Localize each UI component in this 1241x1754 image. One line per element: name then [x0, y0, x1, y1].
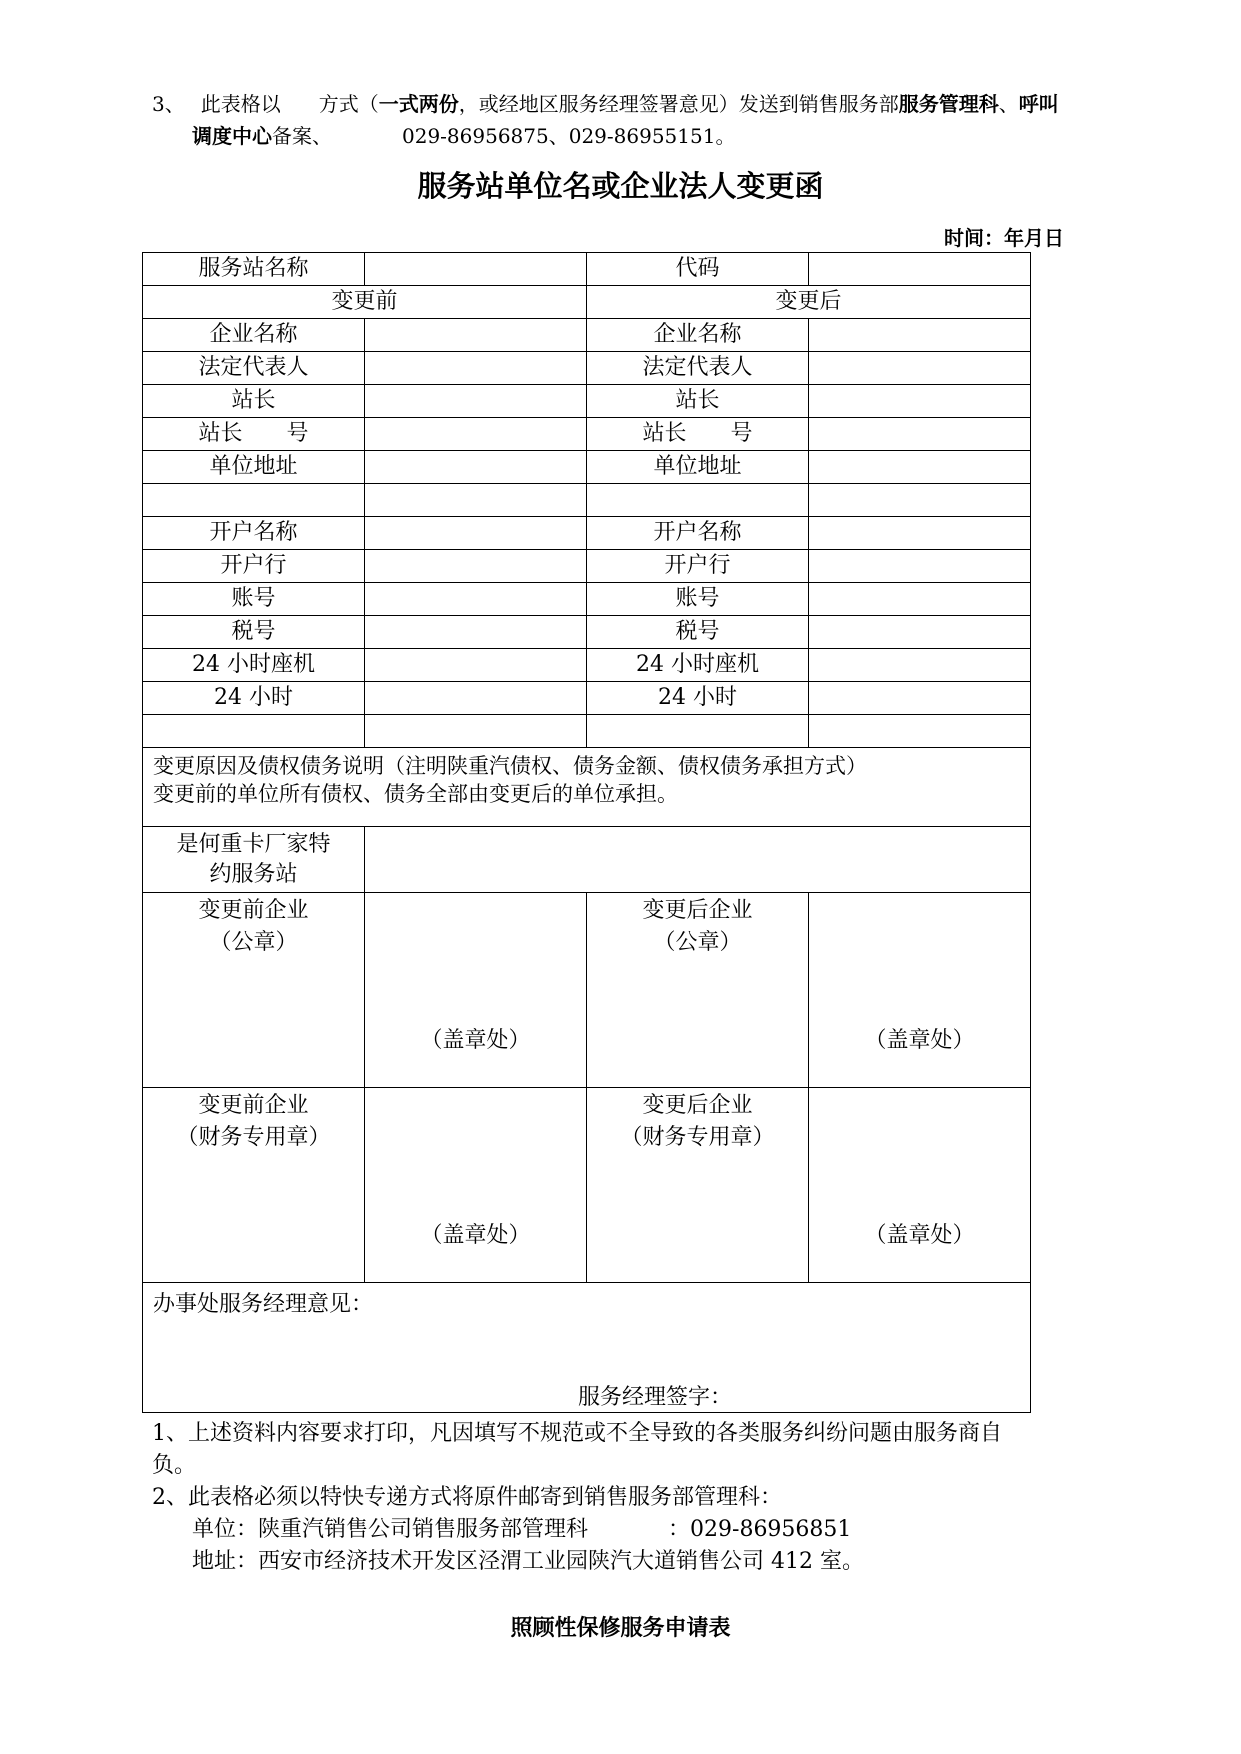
after-field-value[interactable] — [809, 517, 1031, 550]
table-row — [143, 385, 1031, 418]
reason-row — [143, 748, 1031, 827]
after-field-label: 税号 — [587, 616, 809, 649]
unit-text: 单位：陕重汽销售公司销售服务部管理科 — [192, 1517, 589, 1542]
note-bold-text: 服务管理科 — [898, 92, 999, 116]
station-name-field[interactable] — [365, 253, 587, 286]
table-row — [143, 286, 1031, 319]
table-row — [143, 682, 1031, 715]
unit-phone: ：029-86956851 — [668, 1517, 852, 1542]
table-row-blank — [143, 715, 1031, 748]
opinion-label: 办事处服务经理意见： — [153, 1292, 374, 1317]
next-form-title: 照顾性保修服务申请表 — [510, 1616, 731, 1641]
after-field-value[interactable] — [809, 616, 1031, 649]
footer-note-1-cont: 负。 — [152, 1453, 197, 1478]
before-field-label: 站长 — [143, 385, 365, 418]
after-field-label: 站长 号 — [587, 418, 809, 451]
after-field-label: 24 小时 — [587, 682, 809, 715]
table-row — [143, 418, 1031, 451]
blank-cell[interactable] — [143, 484, 365, 517]
before-field-label: 24 小时 — [143, 682, 365, 715]
before-field-label: 税号 — [143, 616, 365, 649]
manager-opinion-row — [143, 1283, 1031, 1413]
top-note — [152, 88, 1142, 152]
note-text: 方式（ — [318, 92, 379, 116]
before-finance-seal-label — [143, 1088, 365, 1283]
table-row — [143, 616, 1031, 649]
before-field-value[interactable] — [365, 550, 587, 583]
seal-label-line: （公章） — [209, 930, 298, 955]
after-seal-label — [587, 893, 809, 1088]
station-name-label: 服务站名称 — [143, 253, 365, 286]
before-field-value[interactable] — [365, 352, 587, 385]
footer-notes — [152, 1418, 1132, 1578]
after-field-value[interactable] — [809, 583, 1031, 616]
seal-place-text: （盖章处） — [864, 1028, 975, 1053]
seal-place-text: （盖章处） — [420, 1028, 531, 1053]
date-label: 时间：年月日 — [944, 226, 1064, 250]
table-row — [143, 451, 1031, 484]
before-field-value[interactable] — [365, 682, 587, 715]
after-field-value[interactable] — [809, 682, 1031, 715]
before-field-value[interactable] — [365, 418, 587, 451]
after-field-value[interactable] — [809, 385, 1031, 418]
after-seal-area[interactable] — [809, 893, 1031, 1088]
note-phones: 029-86956875、029-86955151。 — [402, 124, 736, 148]
table-row — [143, 253, 1031, 286]
footer-note-1: 1、上述资料内容要求打印，凡因填写不规范或不全导致的各类服务纠纷问题由服务商自 — [152, 1421, 1002, 1446]
seal-label-line: （财务专用章） — [620, 1125, 775, 1150]
special-station-row — [143, 827, 1031, 893]
after-field-label: 站长 — [587, 385, 809, 418]
before-field-value[interactable] — [365, 583, 587, 616]
manager-opinion-cell[interactable] — [143, 1283, 1031, 1413]
after-finance-seal-label — [587, 1088, 809, 1283]
before-seal-area[interactable] — [365, 893, 587, 1088]
before-field-value[interactable] — [365, 385, 587, 418]
official-seal-row — [143, 893, 1031, 1088]
seal-label-line: （公章） — [653, 930, 742, 955]
before-field-value[interactable] — [365, 451, 587, 484]
seal-place-text: （盖章处） — [864, 1223, 975, 1248]
note-text: 、 — [998, 92, 1019, 116]
footer-note-2: 2、此表格必须以特快专递方式将原件邮寄到销售服务部管理科： — [152, 1485, 782, 1510]
table-row — [143, 583, 1031, 616]
after-header: 变更后 — [587, 286, 1031, 319]
seal-label-line: 变更后企业 — [642, 1093, 753, 1118]
seal-label-line: 变更前企业 — [198, 898, 309, 923]
after-field-value[interactable] — [809, 451, 1031, 484]
seal-label-line: 变更前企业 — [198, 1093, 309, 1118]
note-text: ，或经地区服务经理签署意见）发送到销售服务部 — [458, 92, 899, 116]
before-field-value[interactable] — [365, 616, 587, 649]
blank-cell[interactable] — [809, 484, 1031, 517]
note-text: 此表格以 — [200, 92, 281, 116]
reason-line-2: 变更前的单位所有债权、债务全部由变更后的单位承担。 — [153, 782, 678, 806]
after-field-value[interactable] — [809, 649, 1031, 682]
note-bold-text: 一式两份 — [378, 92, 459, 116]
seal-label-line: 变更后企业 — [642, 898, 753, 923]
special-station-label — [143, 827, 365, 893]
before-field-label: 开户名称 — [143, 517, 365, 550]
footer-address: 地址：西安市经济技术开发区泾渭工业园陕汽大道销售公司 412 室。 — [192, 1549, 864, 1574]
code-label: 代码 — [587, 253, 809, 286]
table-row — [143, 319, 1031, 352]
before-field-label: 24 小时座机 — [143, 649, 365, 682]
before-field-label: 法定代表人 — [143, 352, 365, 385]
blank-cell[interactable] — [143, 715, 365, 748]
code-field[interactable] — [809, 253, 1031, 286]
reason-cell[interactable] — [143, 748, 1031, 827]
footer-unit — [152, 1514, 1132, 1546]
seal-place-text: （盖章处） — [420, 1223, 531, 1248]
before-finance-seal-area[interactable] — [365, 1088, 587, 1283]
blank-cell[interactable] — [587, 715, 809, 748]
after-field-label: 单位地址 — [587, 451, 809, 484]
top-rows — [143, 319, 1031, 484]
after-field-value[interactable] — [809, 550, 1031, 583]
table-row — [143, 517, 1031, 550]
table-row — [143, 649, 1031, 682]
before-field-label: 站长 号 — [143, 418, 365, 451]
after-field-label: 企业名称 — [587, 319, 809, 352]
note-number: 3、 — [152, 92, 185, 116]
after-field-value[interactable] — [809, 352, 1031, 385]
after-field-value[interactable] — [809, 319, 1031, 352]
before-field-label: 企业名称 — [143, 319, 365, 352]
note-bold-text: 调度中心 — [192, 124, 272, 148]
table-row — [143, 352, 1031, 385]
note-text: 备案、 — [272, 124, 332, 148]
after-finance-seal-area[interactable] — [809, 1088, 1031, 1283]
before-field-label: 开户行 — [143, 550, 365, 583]
top-note-line-2 — [152, 120, 1142, 152]
before-seal-label — [143, 893, 365, 1088]
table-row-blank — [143, 484, 1031, 517]
after-field-label: 开户行 — [587, 550, 809, 583]
before-field-label: 单位地址 — [143, 451, 365, 484]
before-header: 变更前 — [143, 286, 587, 319]
top-note-line-1 — [152, 88, 1142, 120]
blank-cell[interactable] — [365, 715, 587, 748]
special-label-line: 是何重卡厂家特 — [176, 831, 331, 857]
manager-signature-label: 服务经理签字： — [578, 1385, 733, 1410]
blank-cell[interactable] — [809, 715, 1031, 748]
blank-cell[interactable] — [365, 484, 587, 517]
special-label-line: 约服务站 — [209, 861, 298, 887]
after-field-label: 24 小时座机 — [587, 649, 809, 682]
note-bold-text: 呼叫 — [1018, 92, 1059, 116]
special-station-field[interactable] — [365, 827, 1031, 893]
form-title: 服务站单位名或企业法人变更函 — [417, 169, 824, 203]
reason-line-1: 变更原因及债权债务说明（注明陕重汽债权、债务金额、债权债务承担方式） — [153, 754, 867, 778]
after-field-value[interactable] — [809, 418, 1031, 451]
finance-seal-row — [143, 1088, 1031, 1283]
seal-label-line: （财务专用章） — [176, 1125, 331, 1150]
before-field-value[interactable] — [365, 517, 587, 550]
after-field-label: 法定代表人 — [587, 352, 809, 385]
blank-cell[interactable] — [587, 484, 809, 517]
before-field-label: 账号 — [143, 583, 365, 616]
mid-rows — [143, 517, 1031, 715]
after-field-label: 账号 — [587, 583, 809, 616]
after-field-label: 开户名称 — [587, 517, 809, 550]
before-field-value[interactable] — [365, 319, 587, 352]
before-field-value[interactable] — [365, 649, 587, 682]
table-row — [143, 550, 1031, 583]
change-form-table — [142, 252, 1031, 1413]
